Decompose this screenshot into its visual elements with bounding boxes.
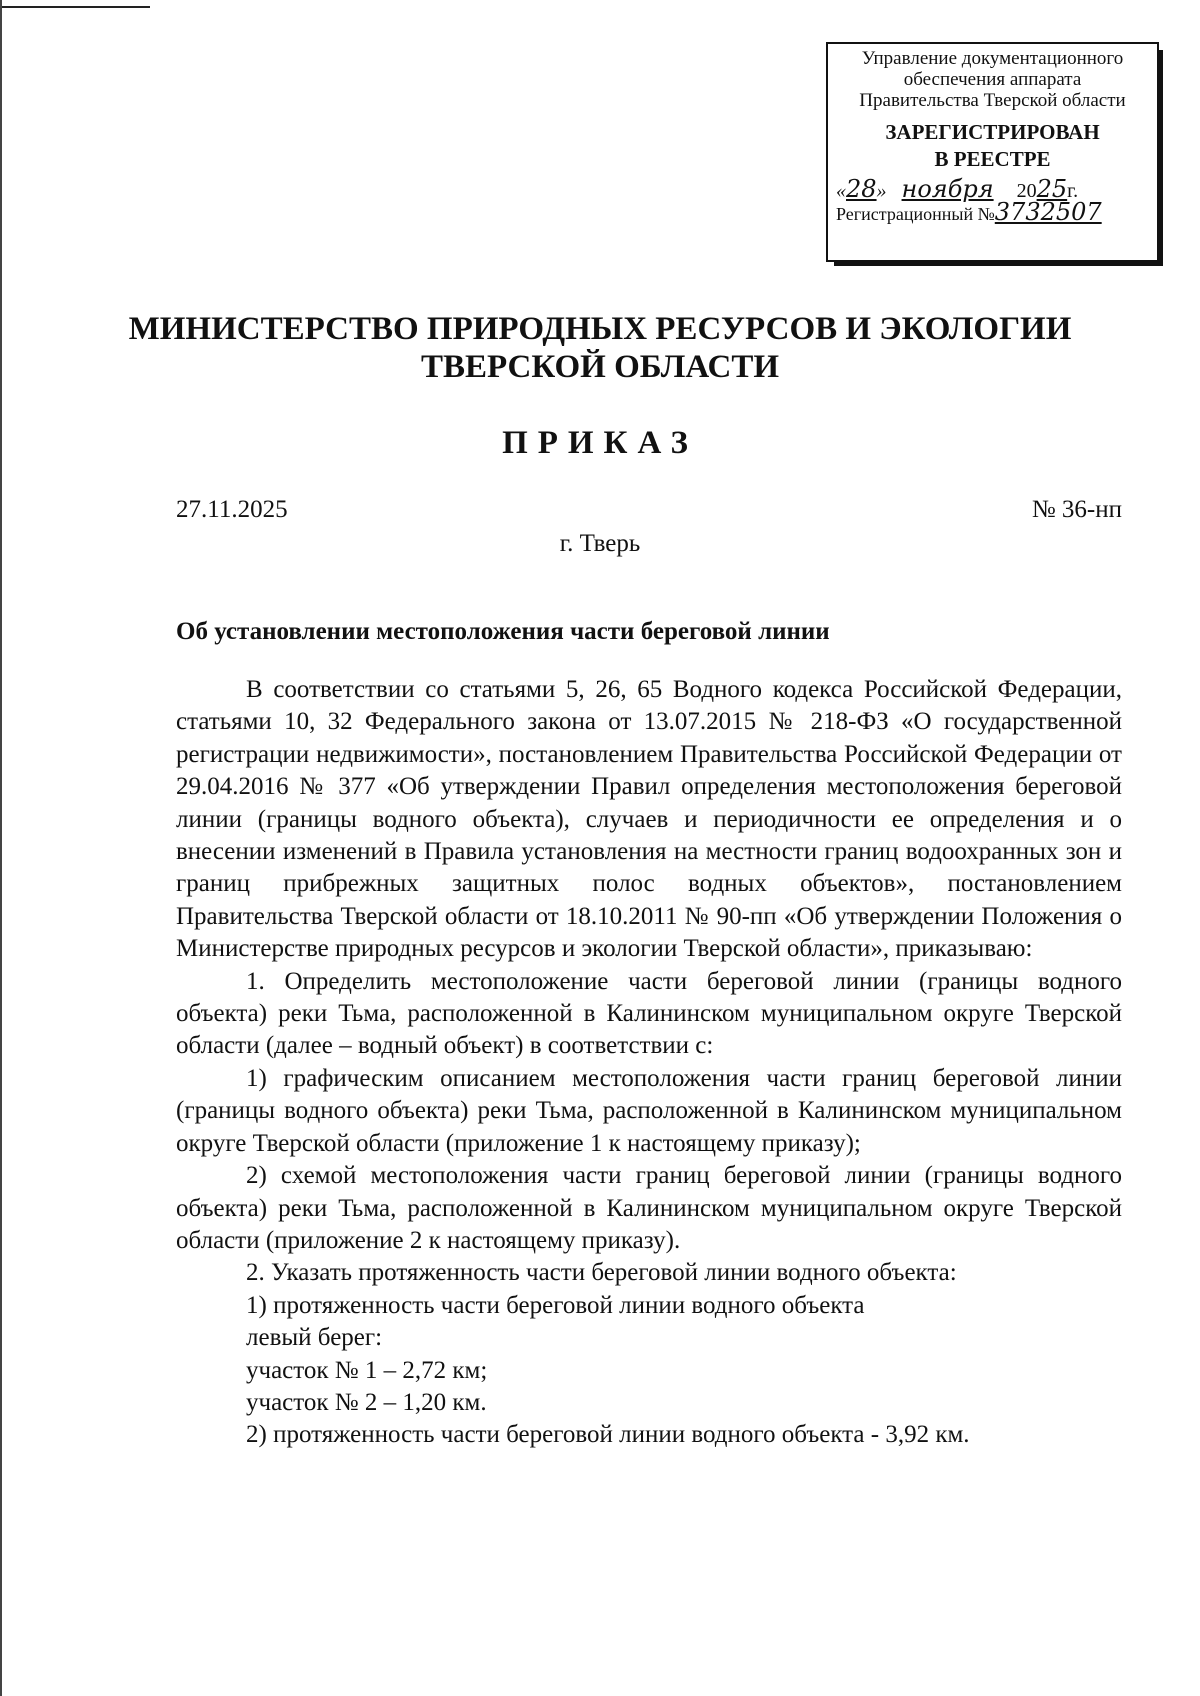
paragraph-section-2: участок № 2 – 1,20 км. xyxy=(246,1388,487,1416)
stamp-dept-line3: Правительства Тверской области xyxy=(859,90,1126,111)
stamp-year-unit: г. xyxy=(1067,180,1079,202)
ministry-title-line1: МИНИСТЕРСТВО ПРИРОДНЫХ РЕСУРСОВ И ЭКОЛОГИИ xyxy=(128,311,1072,347)
scan-artifact-line xyxy=(0,6,150,8)
paragraph-left-bank: левый берег: xyxy=(246,1324,383,1352)
stamp-reg-number: 3732507 xyxy=(994,198,1102,226)
paragraph-item-1-1: 1) графическим описанием местоположения части границ береговой линии (границы водного объекта) реки Тьма, расположенной в Калининском муниципальном округе Тверской области (приложение 1 к настоящему приказу); xyxy=(176,1064,1122,1157)
doc-type-title: ПРИКАЗ xyxy=(502,425,698,461)
doc-city: г. Тверь xyxy=(559,530,641,557)
stamp-dept-line2: обеспечения аппарата xyxy=(903,69,1082,90)
stamp-day: 28 xyxy=(846,175,877,203)
doc-number: № 36-нп xyxy=(1031,496,1122,523)
stamp-year-suffix: 25 xyxy=(1036,175,1068,203)
stamp-number-row xyxy=(828,198,1157,226)
paragraph-item-1-2: 2) схемой местоположения части границ береговой линии (границы водного объекта) реки Тьма, расположенной в Калининском муниципальном округе Тверской области (приложение 2 к настоящему приказу). xyxy=(176,1162,1122,1254)
stamp-date-row xyxy=(828,175,1157,203)
ministry-title-line2: ТВЕРСКОЙ ОБЛАСТИ xyxy=(420,349,780,385)
stamp-reg-label: Регистрационный № xyxy=(836,204,995,224)
paragraph-item-2: 2. Указать протяженность части береговой линии водного объекта: xyxy=(246,1259,957,1287)
stamp-date-close: » xyxy=(876,180,887,202)
scan-artifact-edge xyxy=(0,0,2,1696)
stamp-registered-line1: ЗАРЕГИСТРИРОВАН xyxy=(885,120,1100,144)
stamp-registered-line2: В РЕЕСТРЕ xyxy=(934,147,1051,171)
paragraph-item-1: 1. Определить местоположение части береговой линии (границы водного объекта) реки Тьма, расположенной в Калининском муниципальном округе Тверской области (далее – водный объект) в соответствии с: xyxy=(176,967,1122,1060)
stamp-year-prefix: 20 xyxy=(1016,180,1037,202)
stamp-month: ноября xyxy=(901,175,994,203)
stamp-dept-line1: Управление документационного xyxy=(861,48,1124,69)
ministry-title xyxy=(0,310,1200,386)
paragraph-item-2-2: 2) протяженность части береговой линии водного объекта - 3,92 км. xyxy=(246,1421,970,1449)
paragraph-item-2-1: 1) протяженность части береговой линии водного объекта xyxy=(246,1291,865,1319)
registration-stamp xyxy=(826,42,1159,262)
stamp-registered-title xyxy=(828,119,1157,173)
doc-subject: Об установлении местоположения части береговой линии xyxy=(176,618,830,645)
doc-body xyxy=(176,674,1122,1452)
stamp-date-open: « xyxy=(836,180,846,202)
paragraph-preamble: В соответствии со статьями 5, 26, 65 Водного кодекса Российской Федерации, статьями 10, 32 Федерального закона от 13.07.2015 № 218-ФЗ «О государственной регистрации недвижимости», постановлением Правительства Российской Федерации от 29.04.2016 № 377 «Об утверждении Правил определения местоположения береговой линии (границы водного объекта), случаев и периодичности ее определения и о внесении изменений в Правила установления на местности границ водоохранных зон и границ прибрежных защитных полос водных объектов», постановлением Правительства Тверской области от 18.10.2011 № 90-пп «Об утверждении Положения о Министерстве природных ресурсов и экологии Тверской области», приказываю: xyxy=(176,676,1122,963)
doc-date: 27.11.2025 xyxy=(176,496,288,523)
paragraph-section-1: участок № 1 – 2,72 км; xyxy=(246,1356,488,1384)
